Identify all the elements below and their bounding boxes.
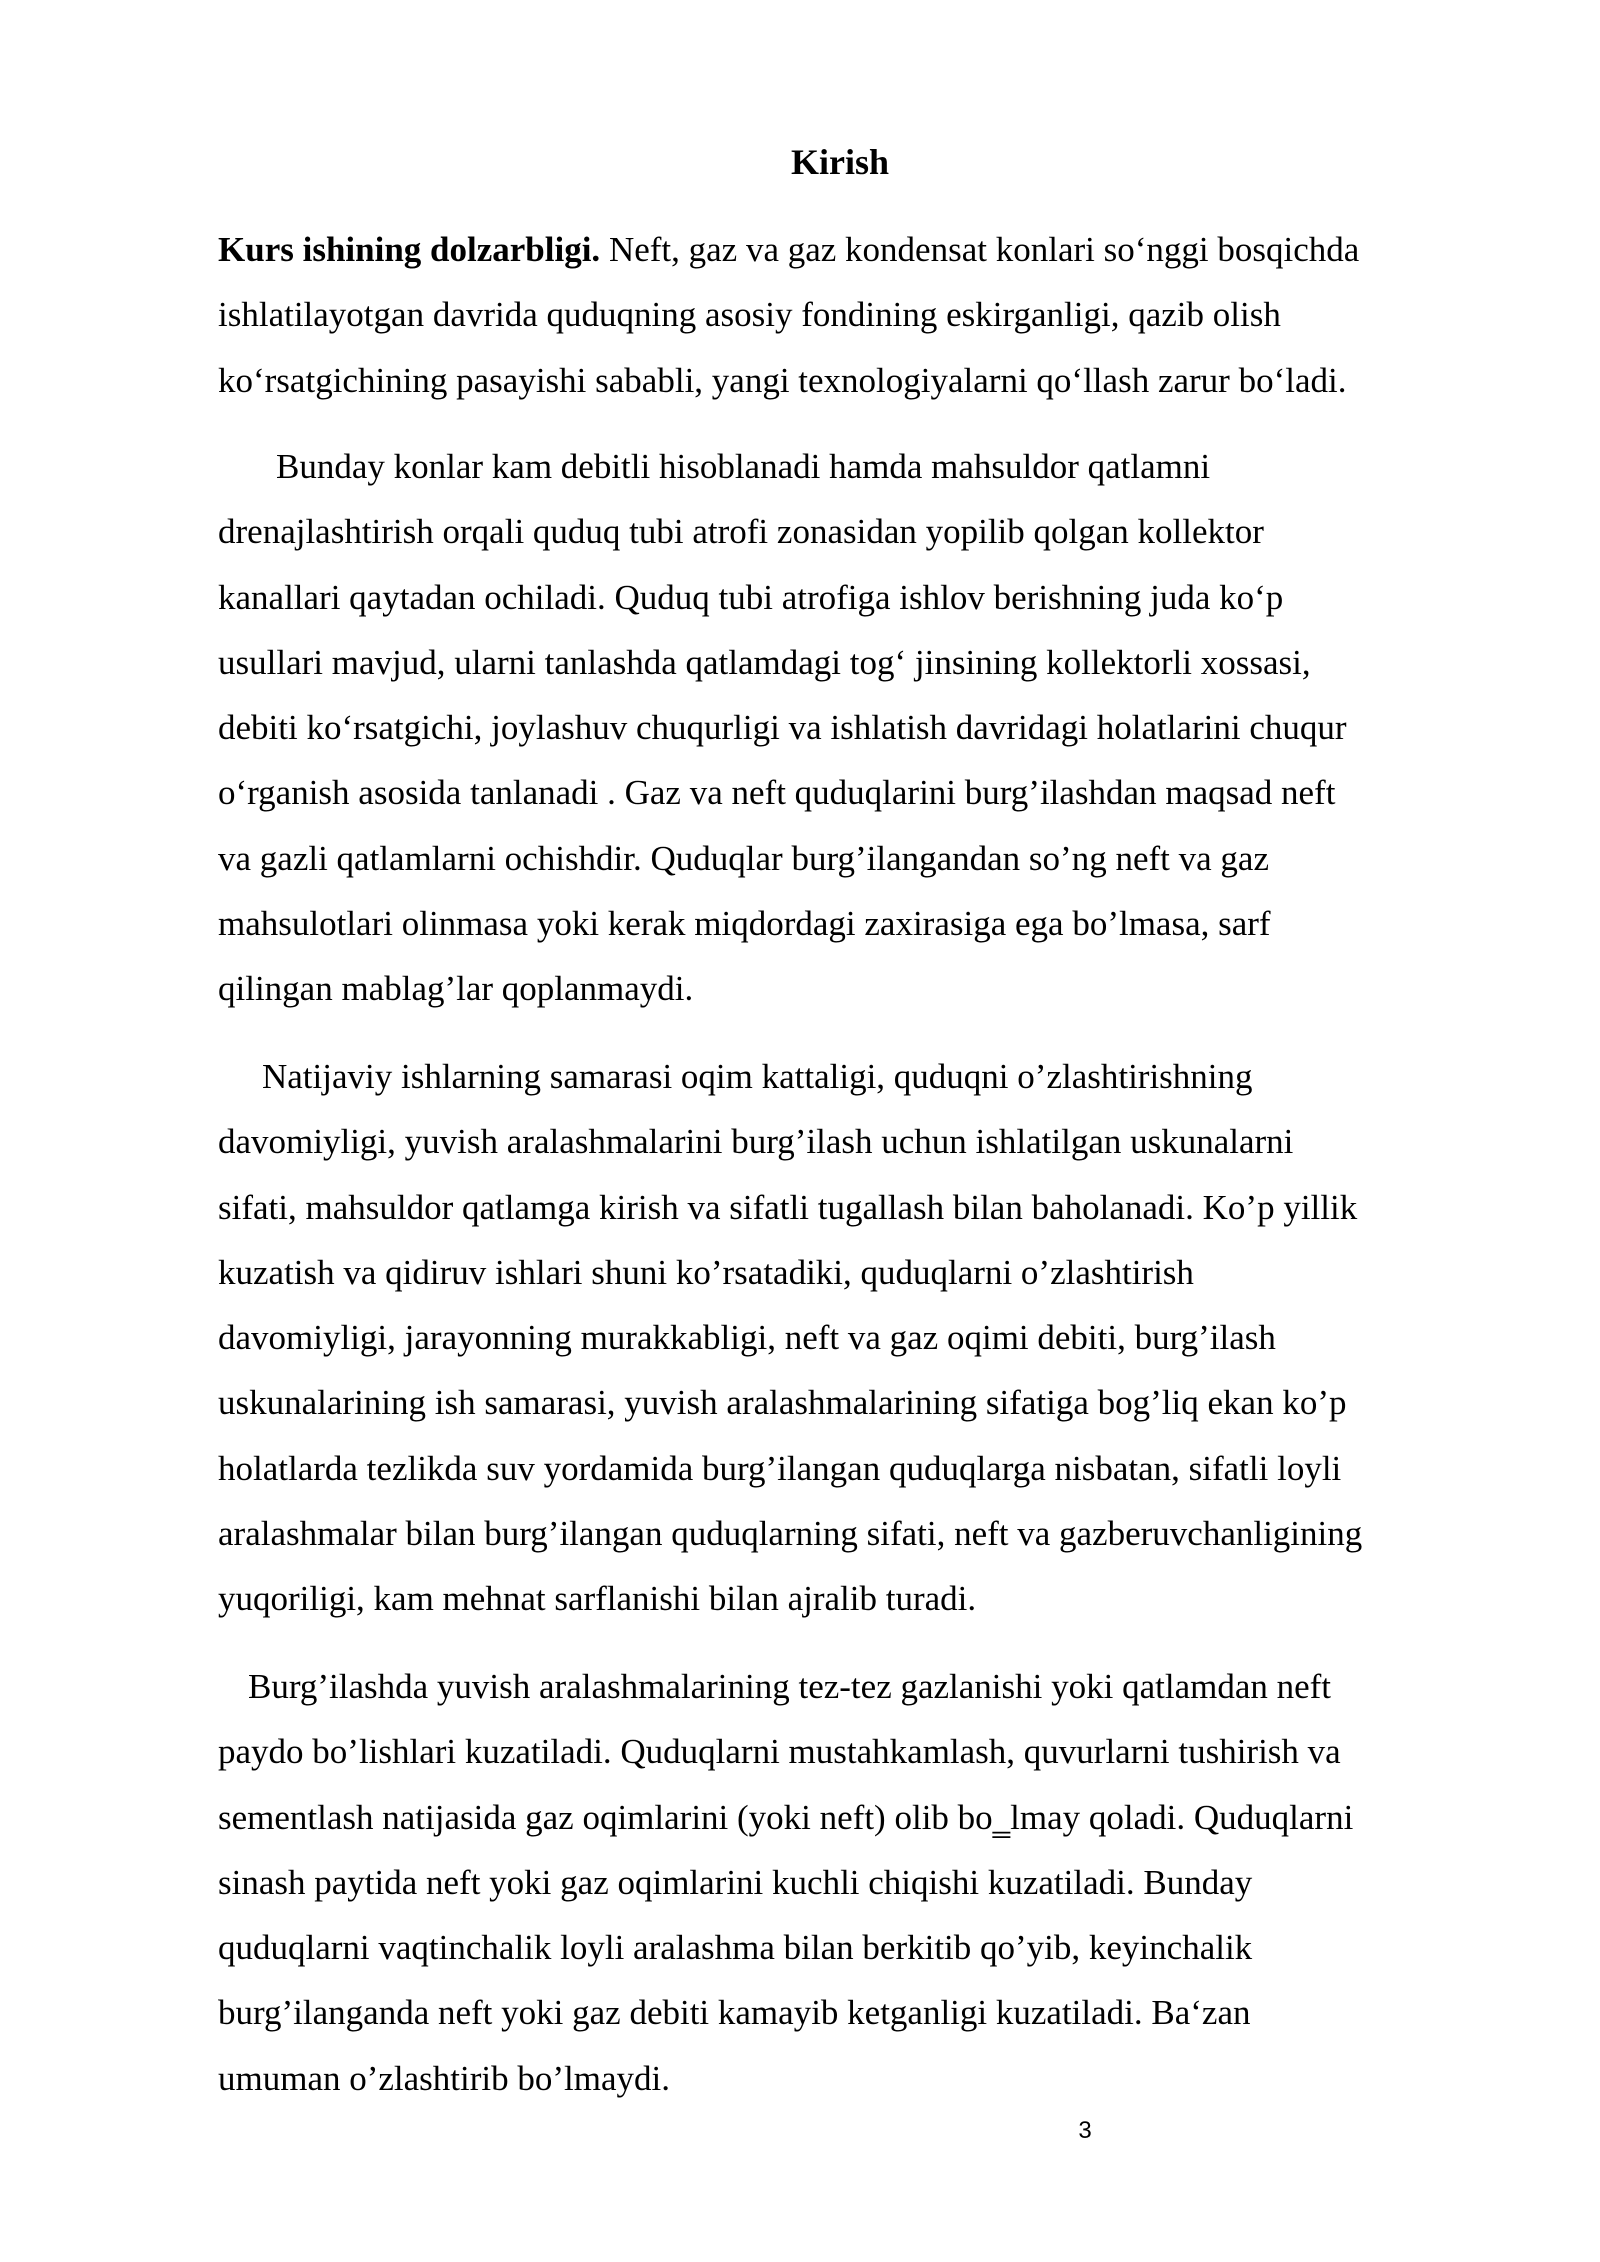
paragraph-line: Natijaviy ishlarning samarasi oqim kattaligi, quduqni o’zlashtirishning (262, 1057, 1253, 1096)
paragraph-line: Bunday konlar kam debitli hisoblanadi hamda mahsuldor qatlamni (276, 447, 1211, 486)
paragraph-line: aralashmalar bilan burg’ilangan quduqlarning sifati, neft va gazberuvchanligining (218, 1514, 1363, 1554)
page-title: Kirish (790, 142, 889, 182)
section-lead-heading: Kurs ishining dolzarbligi. (218, 230, 601, 269)
paragraph-line: yuqoriligi, kam mehnat sarflanishi bilan ajralib turadi. (218, 1579, 977, 1619)
paragraph-line: va gazli qatlamlarni ochishdir. Quduqlar burg’ilangandan so’ng neft va gaz (218, 838, 1269, 878)
paragraph-line: ko‘rsatgichining pasayishi sababli, yangi texnologiyalarni qo‘llash zarur bo‘ladi. (218, 360, 1347, 400)
paragraph-line: o‘rganish asosida tanlanadi . Gaz va neft quduqlarini burg’ilashdan maqsad neft (218, 773, 1336, 813)
paragraph-line: sinash paytida neft yoki gaz oqimlarini kuchli chiqishi kuzatiladi. Bunday (218, 1862, 1253, 1902)
paragraph-line: holatlarda tezlikda suv yordamida burg’ilangan quduqlarga nisbatan, sifatli loyli (218, 1448, 1342, 1488)
paragraph-line: kanallari qaytadan ochiladi. Quduq tubi atrofiga ishlov berishning juda ko‘p (218, 577, 1284, 617)
paragraph-line: uskunalarining ish samarasi, yuvish aralashmalarining sifatiga bog’liq ekan ko’p (218, 1383, 1347, 1423)
paragraph-line: davomiyligi, yuvish aralashmalarini burg’ilash uchun ishlatilgan uskunalarni (218, 1122, 1294, 1162)
paragraph-line: paydo bo’lishlari kuzatiladi. Quduqlarni mustahkamlash, quvurlarni tushirish va (218, 1732, 1341, 1772)
paragraph-low-debit-fields (218, 434, 1468, 1022)
paragraph-line: drenajlashtirish orqali quduq tubi atrofi zonasidan yopilib qolgan kollektor (218, 512, 1264, 552)
paragraph-results-efficiency (218, 1044, 1468, 1632)
page-number: 3 (1078, 2117, 1092, 2144)
paragraph-line: kuzatish va qidiruv ishlari shuni ko’rsatadiki, quduqlarni o’zlashtirish (218, 1252, 1194, 1292)
paragraph-line: debiti ko‘rsatgichi, joylashuv chuqurligi va ishlatish davridagi holatlarini chuqur (218, 708, 1347, 748)
paragraph-line (218, 217, 1468, 282)
paragraph-line: mahsulotlari olinmasa yoki kerak miqdordagi zaxirasiga ega bo’lmasa, sarf (218, 904, 1271, 944)
paragraph-line: qilingan mablag’lar qoplanmaydi. (218, 969, 694, 1009)
paragraph-line: sifati, mahsuldor qatlamga kirish va sifatli tugallash bilan baholanadi. Ko’p yillik (218, 1187, 1358, 1227)
paragraph-drilling-gasification (218, 1654, 1468, 2111)
paragraph-line: ishlatilayotgan davrida quduqning asosiy fondining eskirganligi, qazib olish (218, 295, 1281, 335)
paragraph-line: umuman o’zlashtirib bo’lmaydi. (218, 2058, 670, 2098)
paragraph-line: Burg’ilashda yuvish aralashmalarining tez-tez gazlanishi yoki qatlamdan neft (248, 1667, 1332, 1706)
paragraph-line: quduqlarni vaqtinchalik loyli aralashma bilan berkitib qo’yib, keyinchalik (218, 1928, 1253, 1968)
paragraph-line: davomiyligi, jarayonning murakkabligi, neft va gaz oqimi debiti, burg’ilash (218, 1318, 1276, 1358)
paragraph-line-text: Neft, gaz va gaz kondensat konlari so‘nggi bosqichda (600, 230, 1360, 269)
paragraph-relevance (218, 217, 1468, 413)
paragraph-line: burg’ilanganda neft yoki gaz debiti kamayib ketganligi kuzatiladi. Ba‘zan (218, 1993, 1251, 2033)
paragraph-line: usullari mavjud, ularni tanlashda qatlamdagi tog‘ jinsining kollektorli xossasi, (218, 642, 1311, 682)
paragraph-line: sementlash natijasida gaz oqimlarini (yoki neft) olib bo‗lmay qoladi. Quduqlarni (218, 1797, 1354, 1837)
